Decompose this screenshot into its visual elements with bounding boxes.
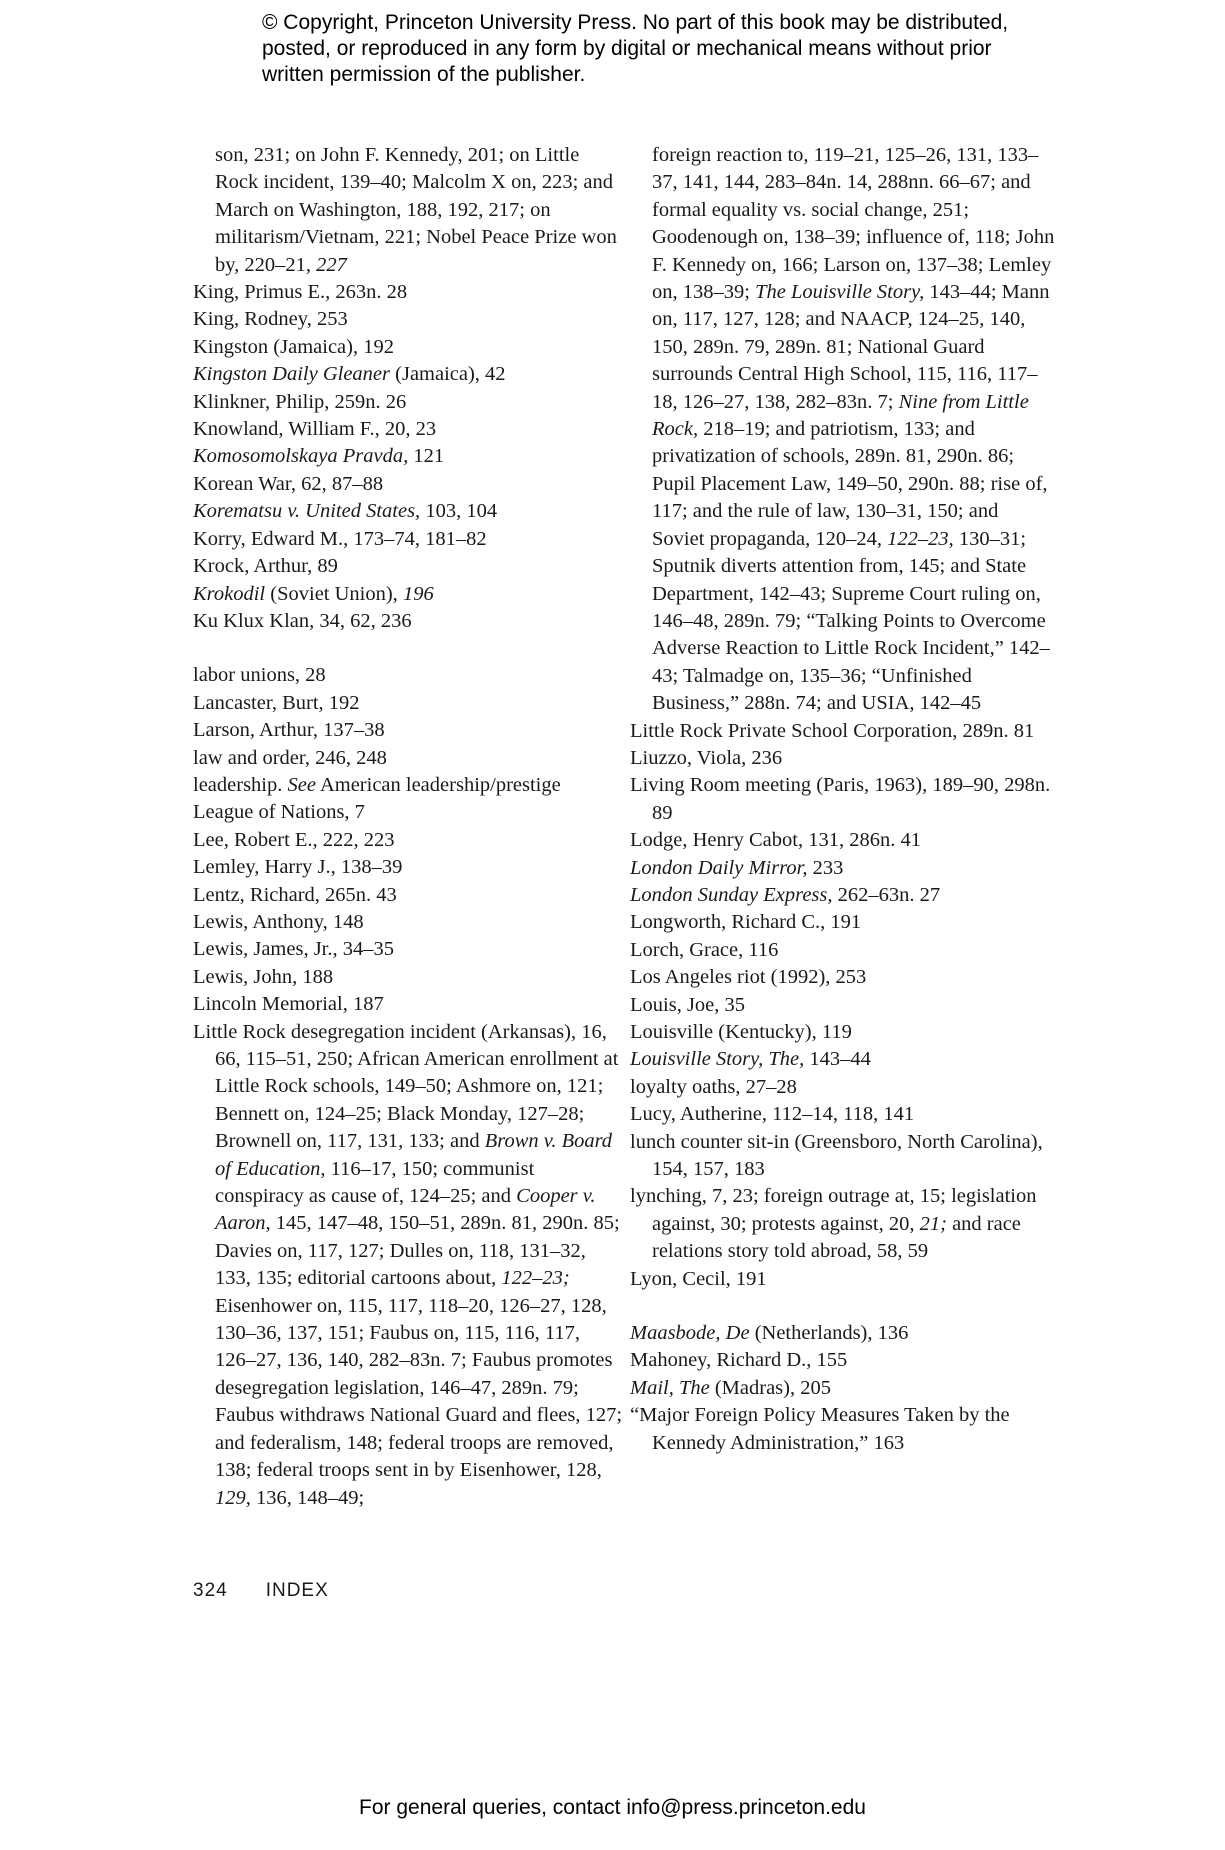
index-entry: Komosomolskaya Pravda, 121 xyxy=(193,445,445,468)
index-entry: Lyon, Cecil, 191 xyxy=(630,1267,767,1290)
index-entry: Lancaster, Burt, 192 xyxy=(193,691,360,714)
index-entry: Living Room meeting (Paris, 1963), 189–90, 298n. 89 xyxy=(630,774,1051,824)
index-entry: Lorch, Grace, 116 xyxy=(630,938,779,961)
section-gap xyxy=(630,1293,1055,1320)
index-entry: London Daily Mirror, 233 xyxy=(630,856,844,879)
index-entry: Lewis, Anthony, 148 xyxy=(193,910,364,933)
index-entry: Little Rock desegregation incident (Arkansas), 16, 66, 115–51, 250; African American enrollment at Little Rock schools, 149–50; Ashmore on, 121; Bennett on, 124–25; Black Monday, 127–28; Brownell on, 117, 131, 133; and Brown v. Board of Education, 116–17, 150; communist conspiracy as cause of, 124–25; and Cooper v. Aaron, 145, 147–48, 150–51, 289n. 81, 290n. 85; Davies on, 117, 127; Dulles on, 118, 131–32, 133, 135; editorial cartoons about, 122–23; Eisenhower on, 115, 117, 118–20, 126–27, 128, 130–36, 137, 151; Faubus on, 115, 116, 117, 126–27, 136, 140, 282–83n. 7; Faubus promotes desegregation legislation, 146–47, 289n. 79; Faubus withdraws National Guard and flees, 127; and federalism, 148; federal troops are removed, 138; federal troops sent in by Eisenhower, 128, 129, 136, 148–49; xyxy=(193,1020,623,1509)
index-entry: Louis, Joe, 35 xyxy=(630,993,746,1016)
index-entry: Korean War, 62, 87–88 xyxy=(193,472,384,495)
index-entry: Lee, Robert E., 222, 223 xyxy=(193,828,395,851)
index-entry: Louisville Story, The, 143–44 xyxy=(630,1048,871,1071)
index-entry: Los Angeles riot (1992), 253 xyxy=(630,966,867,989)
copyright-notice: © Copyright, Princeton University Press. No part of this book may be distributed, posted, or reproduced in any form by digital or mechanical means without prior written permission of the publisher. xyxy=(262,11,1009,86)
index-entry: labor unions, 28 xyxy=(193,664,326,687)
index-entry: Liuzzo, Viola, 236 xyxy=(630,746,783,769)
page-folio xyxy=(193,1580,329,1602)
index-entry: Klinkner, Philip, 259n. 26 xyxy=(193,390,407,413)
index-entry: Lewis, John, 188 xyxy=(193,965,334,988)
index-entry: Lucy, Autherine, 112–14, 118, 141 xyxy=(630,1103,915,1126)
index-entry: King, Primus E., 263n. 28 xyxy=(193,281,408,304)
index-entry: son, 231; on John F. Kennedy, 201; on Little Rock incident, 139–40; Malcolm X on, 223; and March on Washington, 188, 192, 217; on militarism/Vietnam, 221; Nobel Peace Prize won by, 220–21, 227 xyxy=(215,144,617,276)
index-entry: foreign reaction to, 119–21, 125–26, 131, 133–37, 141, 144, 283–84n. 14, 288nn. 66–67; and formal equality vs. social change, 251; Goodenough on, 138–39; influence of, 118; John F. Kennedy on, 166; Larson on, 137–38; Lemley on, 138–39; The Louisville Story, 143–44; Mann on, 117, 127, 128; and NAACP, 124–25, 140, 150, 289n. 79, 289n. 81; National Guard surrounds Central High School, 115, 116, 117–18, 126–27, 138, 282–83n. 7; Nine from Little Rock, 218–19; and patriotism, 133; and privatization of schools, 289n. 81, 290n. 86; Pupil Placement Law, 149–50, 290n. 88; rise of, 117; and the rule of law, 130–31, 150; and Soviet propaganda, 120–24, 122–23, 130–31; Sputnik diverts attention from, 145; and State Department, 142–43; Supreme Court ruling on, 146–48, 289n. 79; “Talking Points to Overcome Adverse Reaction to Little Rock Incident,” 142–43; Talmadge on, 135–36; “Unfinished Business,” 288n. 74; and USIA, 142–45 xyxy=(652,144,1055,715)
index-entry: loyalty oaths, 27–28 xyxy=(630,1075,797,1098)
footer-contact: For general queries, contact info@press.princeton.edu xyxy=(359,1796,866,1819)
index-entry: Lewis, James, Jr., 34–35 xyxy=(193,938,394,961)
index-entry: Larson, Arthur, 137–38 xyxy=(193,719,385,742)
section-label: INDEX xyxy=(265,1580,329,1601)
index-entry: Krock, Arthur, 89 xyxy=(193,555,338,578)
index-entry: Korematsu v. United States, 103, 104 xyxy=(193,500,498,523)
index-entry: Mahoney, Richard D., 155 xyxy=(630,1349,848,1372)
index-entry: London Sunday Express, 262–63n. 27 xyxy=(630,883,941,906)
index-entry: lunch counter sit-in (Greensboro, North Carolina), 154, 157, 183 xyxy=(630,1130,1043,1181)
index-entry: Lodge, Henry Cabot, 131, 286n. 41 xyxy=(630,829,921,852)
index-entry: Maasbode, De (Netherlands), 136 xyxy=(630,1322,909,1345)
index-entry: Knowland, William F., 20, 23 xyxy=(193,418,437,441)
index-entry: Louisville (Kentucky), 119 xyxy=(630,1021,852,1043)
index-entry: King, Rodney, 253 xyxy=(193,308,348,331)
index-entry: Ku Klux Klan, 34, 62, 236 xyxy=(193,609,412,632)
index-entry: Kingston Daily Gleaner (Jamaica), 42 xyxy=(193,363,506,386)
index-entry: Longworth, Richard C., 191 xyxy=(630,911,862,934)
index-entry: Kingston (Jamaica), 192 xyxy=(193,335,394,358)
index-entry: Korry, Edward M., 173–74, 181–82 xyxy=(193,527,487,550)
index-entry: League of Nations, 7 xyxy=(193,801,365,824)
index-entry: lynching, 7, 23; foreign outrage at, 15; legislation against, 30; protests against, 20, 21; and race relations story told abroad, 58, 59 xyxy=(630,1185,1037,1263)
index-column-left xyxy=(193,142,623,1512)
index-entry: Lentz, Richard, 265n. 43 xyxy=(193,883,397,906)
page-number: 324 xyxy=(193,1580,228,1601)
index-entry: “Major Foreign Policy Measures Taken by the Kennedy Administration,” 163 xyxy=(630,1404,1010,1454)
index-entry: Lemley, Harry J., 138–39 xyxy=(193,856,403,879)
index-entry: Krokodil (Soviet Union), 196 xyxy=(193,582,434,605)
index-entry: Mail, The (Madras), 205 xyxy=(630,1376,831,1399)
index-entry: law and order, 246, 248 xyxy=(193,746,387,769)
index-entry: Lincoln Memorial, 187 xyxy=(193,993,384,1016)
index-entry: leadership. See American leadership/prestige xyxy=(193,773,561,796)
index-entry: Little Rock Private School Corporation, 289n. 81 xyxy=(630,719,1035,742)
index-column-right xyxy=(630,142,1055,1457)
section-gap xyxy=(193,635,623,662)
